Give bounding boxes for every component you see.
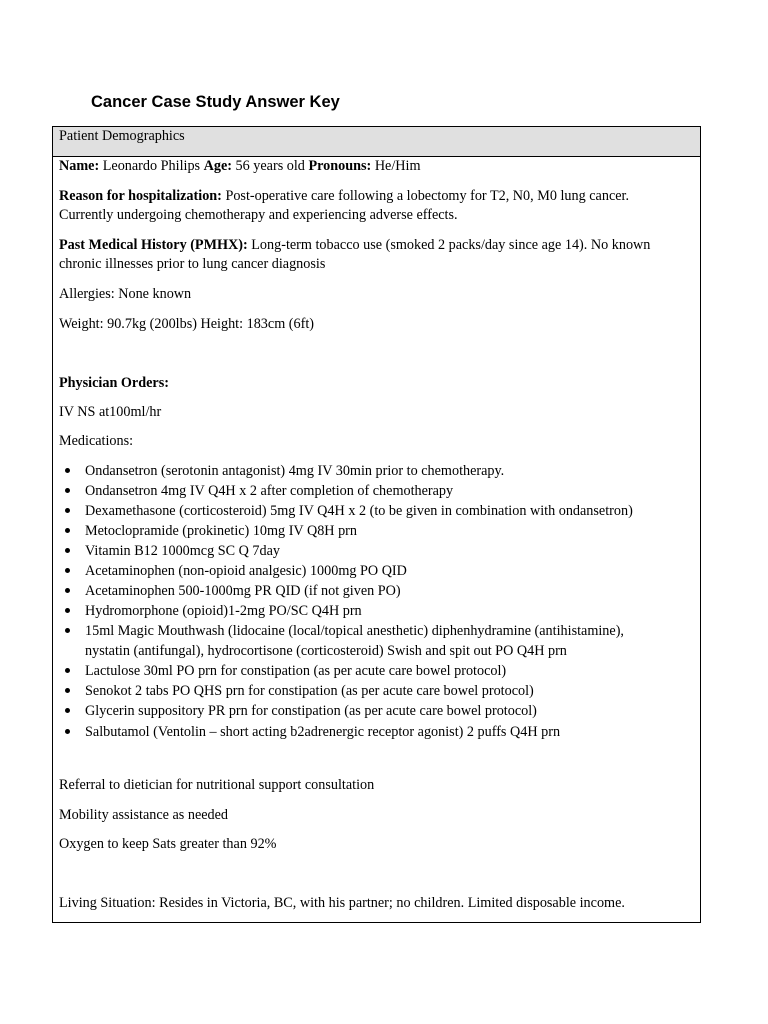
- pmhx-line-2: chronic illnesses prior to lung cancer diagnosis: [59, 256, 326, 272]
- patient-case-table: [52, 126, 701, 923]
- name-label: Name:: [59, 158, 100, 174]
- medication-item: Acetaminophen 500-1000mg PR QID (if not given PO): [85, 581, 401, 601]
- patient-name-line: [59, 158, 421, 175]
- bullet-icon: [65, 708, 70, 713]
- page-title: Cancer Case Study Answer Key: [91, 93, 340, 111]
- reason-label: Reason for hospitalization:: [59, 188, 222, 204]
- pmhx-text: Long-term tobacco use (smoked 2 packs/day since age 14). No known: [251, 237, 651, 253]
- pmhx-label: Past Medical History (PMHX):: [59, 237, 248, 253]
- pmhx-line-1: [59, 237, 650, 254]
- medication-item: Salbutamol (Ventolin – short acting b2adrenergic receptor agonist) 2 puffs Q4H prn: [85, 722, 560, 742]
- bullet-icon: [65, 588, 70, 593]
- oxygen-order: Oxygen to keep Sats greater than 92%: [59, 836, 277, 852]
- medications-label: Medications:: [59, 433, 134, 449]
- bullet-icon: [65, 668, 70, 673]
- bullet-icon: [65, 468, 70, 473]
- pronouns-label: Pronouns:: [308, 158, 372, 174]
- age-value: 56 years old: [235, 158, 305, 174]
- medication-item-continuation: nystatin (antifungal), hydrocortisone (corticosteroid) Swish and spit out PO Q4H prn: [85, 643, 567, 659]
- bullet-icon: [65, 688, 70, 693]
- bullet-icon: [65, 528, 70, 533]
- bullet-icon: [65, 608, 70, 613]
- mobility-assistance: Mobility assistance as needed: [59, 807, 229, 823]
- medication-item: Metoclopramide (prokinetic) 10mg IV Q8H prn: [85, 521, 357, 541]
- reason-line-1: [59, 188, 629, 205]
- medication-item: Acetaminophen (non-opioid analgesic) 1000mg PO QID: [85, 561, 407, 581]
- age-label: Age:: [203, 158, 232, 174]
- bullet-icon: [65, 729, 70, 734]
- allergies: Allergies: None known: [59, 286, 192, 302]
- medication-item: Hydromorphone (opioid)1-2mg PO/SC Q4H prn: [85, 601, 362, 621]
- medication-item: Senokot 2 tabs PO QHS prn for constipation (as per acute care bowel protocol): [85, 681, 534, 701]
- physician-orders-label: Physician Orders:: [59, 375, 169, 391]
- medication-item: Vitamin B12 1000mcg SC Q 7day: [85, 541, 280, 561]
- medication-item: Dexamethasone (corticosteroid) 5mg IV Q4H x 2 (to be given in combination with ondansetron): [85, 501, 633, 521]
- bullet-icon: [65, 548, 70, 553]
- dietician-referral: Referral to dietician for nutritional support consultation: [59, 777, 375, 793]
- medication-item: Ondansetron (serotonin antagonist) 4mg IV 30min prior to chemotherapy.: [85, 461, 504, 481]
- name-value: Leonardo Philips: [102, 158, 201, 174]
- medication-item: 15ml Magic Mouthwash (lidocaine (local/topical anesthetic) diphenhydramine (antihistamine),: [85, 621, 624, 641]
- section-header: Patient Demographics: [53, 127, 700, 157]
- reason-line-2: Currently undergoing chemotherapy and experiencing adverse effects.: [59, 207, 458, 223]
- weight-height: Weight: 90.7kg (200lbs) Height: 183cm (6ft): [59, 316, 314, 332]
- bullet-icon: [65, 628, 70, 633]
- bullet-icon: [65, 568, 70, 573]
- bullet-icon: [65, 488, 70, 493]
- medication-item: Lactulose 30ml PO prn for constipation (as per acute care bowel protocol): [85, 661, 506, 681]
- reason-text: Post-operative care following a lobectomy for T2, N0, M0 lung cancer.: [225, 188, 630, 204]
- iv-order: IV NS at100ml/hr: [59, 404, 162, 420]
- medication-item: Glycerin suppository PR prn for constipation (as per acute care bowel protocol): [85, 701, 537, 721]
- bullet-icon: [65, 508, 70, 513]
- living-situation: Living Situation: Resides in Victoria, BC, with his partner; no children. Limited disposable income.: [59, 895, 625, 911]
- medication-item: Ondansetron 4mg IV Q4H x 2 after completion of chemotherapy: [85, 481, 453, 501]
- pronouns-value: He/Him: [374, 158, 421, 174]
